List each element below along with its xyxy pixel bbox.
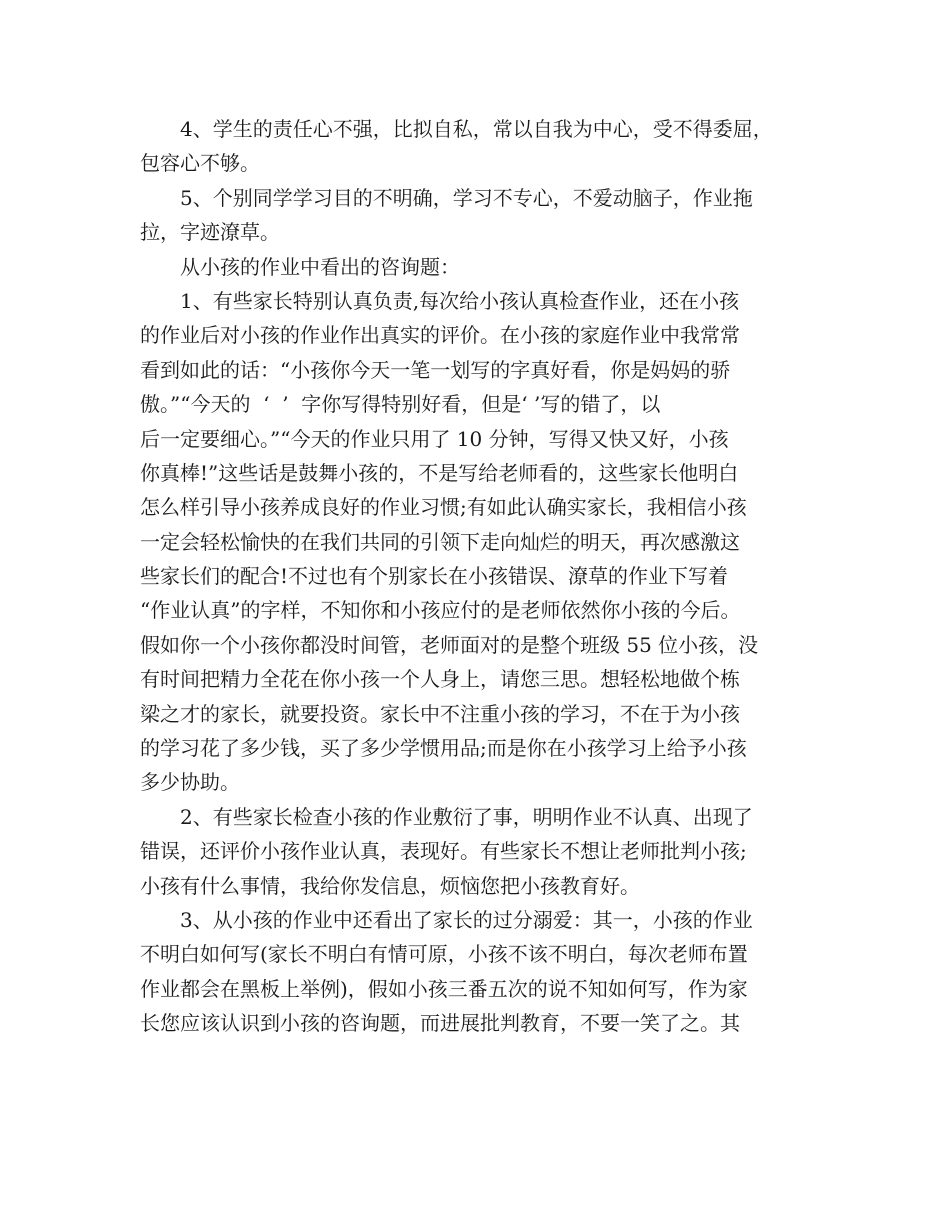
- text-line: 些家长们的配合!不过也有个别家长在小孩错误、潦草的作业下写着: [140, 564, 729, 589]
- text-line: 长您应该认识到小孩的咨询题，而进展批判教育，不要一笑了之。其: [140, 1011, 740, 1036]
- text-line: 后一定要细心。”“今天的作业只用了 10 分钟，写得又快又好，小孩: [140, 426, 729, 451]
- text-line: 有时间把精力全花在你小孩一个人身上，请您三思。想轻松地做个栋: [140, 667, 740, 692]
- paragraph-first-line: 5、个别同学学习目的不明确，学习不专心，不爱动脑子，作业拖: [180, 185, 753, 210]
- text-line: 小孩有什么事情，我给你发信息，烦恼您把小孩教育好。: [140, 873, 640, 898]
- text-line: 看到如此的话：“小孩你今天一笔一划写的字真好看，你是妈妈的骄: [140, 357, 731, 382]
- text-line: 的学习花了多少钱，买了多少学惯用品;而是你在小孩学习上给予小孩: [140, 736, 747, 761]
- text-line: 梁之才的家长，就要投资。家长中不注重小孩的学习，不在于为小孩: [140, 701, 740, 726]
- paragraph-first-line: 4、学生的责任心不强，比拟自私，常以自我为中心，受不得委屈，: [180, 117, 773, 141]
- text-line: 作业都会在黑板上举例)，假如小孩三番五次的说不知如何写，作为家: [140, 976, 748, 1001]
- paragraph-first-line: 1、有些家长特别认真负责,每次给小孩认真检查作业，还在小孩: [180, 288, 740, 313]
- text-line: 的作业后对小孩的作业作出真实的评价。在小孩的家庭作业中我常常: [140, 323, 740, 348]
- paragraph-first-line: 3、从小孩的作业中还看出了家长的过分溺爱：其一，小孩的作业: [180, 907, 753, 932]
- text-line: 错误，还评价小孩作业认真，表现好。有些家长不想让老师批判小孩;: [140, 839, 747, 864]
- paragraph-first-line: 2、有些家长检查小孩的作业敷衍了事，明明作业不认真、出现了: [180, 804, 753, 829]
- text-line: 一定会轻松愉快的在我们共同的引领下走向灿烂的明天，再次感激这: [140, 529, 740, 554]
- text-line: 拉，字迹潦草。: [140, 220, 280, 245]
- text-line: 假如你一个小孩你都没时间管，老师面对的是整个班级 55 位小孩，没: [140, 632, 759, 657]
- paragraph-first-line: 从小孩的作业中看出的咨询题：: [180, 254, 460, 279]
- text-line: 怎么样引导小孩养成良好的作业习惯;有如此认确实家长，我相信小孩: [140, 495, 747, 520]
- text-line: 包容心不够。: [140, 151, 260, 176]
- text-line: “作业认真”的字样，不知你和小孩应付的是老师依然你小孩的今后。: [140, 598, 741, 623]
- text-line: 傲。”“今天的 ‘ ’ 字你写得特别好看，但是‘ ’写的错了，以: [140, 392, 661, 417]
- text-line: 你真棒!”这些话是鼓舞小孩的，不是写给老师看的，这些家长他明白: [140, 460, 739, 485]
- text-line: 不明白如何写(家长不明白有情可原，小孩不该不明白，每次老师布置: [140, 942, 748, 967]
- document-body: [140, 112, 820, 1041]
- text-line: 多少协助。: [140, 770, 240, 795]
